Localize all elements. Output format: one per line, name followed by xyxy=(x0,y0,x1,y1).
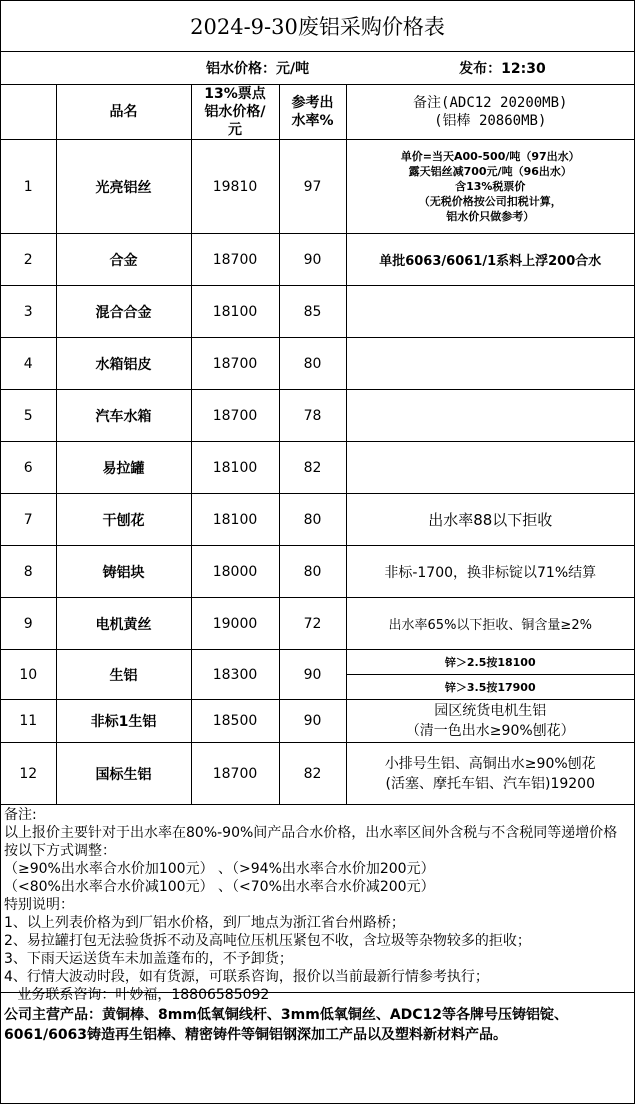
row-rate: 80 xyxy=(279,338,346,390)
row-remark xyxy=(346,743,634,805)
table-row xyxy=(1,546,634,598)
row-no: 9 xyxy=(1,598,56,650)
row-price: 18700 xyxy=(191,390,279,442)
row-name: 易拉罐 xyxy=(56,442,191,494)
row-remark: 出水率88以下拒收 xyxy=(346,494,634,546)
row-remark: 单批6063/6061/1系料上浮200合水 xyxy=(346,234,634,286)
remark-line: （清一色出水≥90%刨花） xyxy=(405,723,575,739)
row-name: 干刨花 xyxy=(56,494,191,546)
remark-line: (活塞、摩托车铝、汽车铝)19200 xyxy=(385,775,595,792)
remark-line: 露天铝丝减700元/吨（96出水） xyxy=(408,165,572,178)
header-price: 13%票点铝水价格/元 xyxy=(191,85,279,140)
row-name: 汽车水箱 xyxy=(56,390,191,442)
row-rate: 72 xyxy=(279,598,346,650)
table-row xyxy=(1,234,634,286)
header-remark-line2: (铝棒 20860MB) xyxy=(434,113,547,129)
row-remark-zinc-b: 锌＞3.5按17900 xyxy=(346,675,634,700)
header-rate: 参考出水率% xyxy=(279,85,346,140)
header-name: 品名 xyxy=(56,85,191,140)
price-unit: 铝水价格：元/吨 xyxy=(206,61,310,77)
table-row xyxy=(1,700,634,743)
row-name: 非标1生铝 xyxy=(56,700,191,743)
table-row xyxy=(1,650,634,675)
row-price: 18300 xyxy=(191,650,279,700)
row-no: 12 xyxy=(1,743,56,805)
row-name: 电机黄丝 xyxy=(56,598,191,650)
row-rate: 82 xyxy=(279,442,346,494)
row-price: 18100 xyxy=(191,494,279,546)
row-remark xyxy=(346,442,634,494)
row-remark xyxy=(346,286,634,338)
notes-line: （<80%出水率合水价减100元） 、（<70%出水率合水价减200元） xyxy=(4,879,435,895)
row-no: 1 xyxy=(1,140,56,234)
table-row xyxy=(1,140,634,234)
row-no: 7 xyxy=(1,494,56,546)
header-no xyxy=(1,85,56,140)
row-name: 生铝 xyxy=(56,650,191,700)
row-no: 5 xyxy=(1,390,56,442)
notes-line: 以上报价主要针对于出水率在80%-90%间产品合水价格，出水率区间外含税与不含税同等递增价格按以下方式调整： xyxy=(4,825,618,859)
header-remark xyxy=(346,85,634,140)
row-price: 18100 xyxy=(191,442,279,494)
row-name: 国标生铝 xyxy=(56,743,191,805)
row-no: 3 xyxy=(1,286,56,338)
notes-line: 4、行情大波动时段，如有货源，可联系咨询，报价以当前最新行情参考执行； xyxy=(4,969,489,985)
row-price: 18700 xyxy=(191,234,279,286)
row-price: 18000 xyxy=(191,546,279,598)
table-row xyxy=(1,338,634,390)
row-rate: 85 xyxy=(279,286,346,338)
notes-line: （≥90%出水率合水价加100元） 、（>94%出水率合水价加200元） xyxy=(4,861,435,877)
row-price: 18500 xyxy=(191,700,279,743)
row-no: 6 xyxy=(1,442,56,494)
page-title: 2024-9-30废铝采购价格表 xyxy=(1,1,634,52)
notes-line: 1、以上列表价格为到厂铝水价格，到厂地点为浙江省台州路桥； xyxy=(4,915,405,931)
notes-line: 3、下雨天运送货车未加盖蓬布的，不予卸货； xyxy=(4,951,293,967)
row-rate: 82 xyxy=(279,743,346,805)
row-price: 18100 xyxy=(191,286,279,338)
row-name: 光亮铝丝 xyxy=(56,140,191,234)
row-rate: 90 xyxy=(279,234,346,286)
remark-line: 单价=当天A00-500/吨（97出水） xyxy=(400,150,580,163)
table-row xyxy=(1,598,634,650)
table-row xyxy=(1,494,634,546)
row-remark-zinc-a: 锌＞2.5按18100 xyxy=(346,650,634,675)
table-row xyxy=(1,286,634,338)
sub-header xyxy=(1,52,634,85)
table-row xyxy=(1,390,634,442)
table-row xyxy=(1,743,634,805)
row-remark xyxy=(346,338,634,390)
row-no: 11 xyxy=(1,700,56,743)
row-price: 18700 xyxy=(191,338,279,390)
row-name: 水箱铝皮 xyxy=(56,338,191,390)
remark-line: 铝水价只做参考） xyxy=(446,210,535,223)
row-remark: 非标-1700，换非标锭以71%结算 xyxy=(346,546,634,598)
row-price: 19810 xyxy=(191,140,279,234)
row-remark xyxy=(346,140,634,234)
row-remark xyxy=(346,390,634,442)
row-price: 18700 xyxy=(191,743,279,805)
contact-line: 业务联系咨询：叶妙福，18806585092 xyxy=(4,987,270,1003)
price-table xyxy=(1,85,634,805)
table-row xyxy=(1,442,634,494)
row-rate: 80 xyxy=(279,494,346,546)
row-no: 10 xyxy=(1,650,56,700)
remark-line: 含13%税票价 xyxy=(455,180,526,193)
row-rate: 78 xyxy=(279,390,346,442)
notes-special-heading: 特别说明： xyxy=(4,897,74,913)
row-name: 合金 xyxy=(56,234,191,286)
header-remark-line1: 备注(ADC12 20200MB) xyxy=(413,95,568,111)
notes-heading: 备注: xyxy=(4,807,37,823)
notes-section xyxy=(1,805,634,1003)
row-no: 4 xyxy=(1,338,56,390)
row-rate: 90 xyxy=(279,700,346,743)
notes-line: 2、易拉罐打包无法验货拆不动及高吨位压机压紧包不收，含垃圾等杂物较多的拒收； xyxy=(4,933,531,949)
row-rate: 90 xyxy=(279,650,346,700)
company-products: 公司主营产品：黄铜棒、8mm低氧铜线杆、3mm低氧铜丝、ADC12等各牌号压铸铝锭、6061/6063铸造再生铝棒、精密铸件等铜铝钢深加工产品以及塑料新材料产品。 xyxy=(4,1007,569,1043)
remark-line: 小排号生铝、高铜出水≥90%刨花 xyxy=(384,755,596,772)
row-remark xyxy=(346,700,634,743)
row-name: 铸铝块 xyxy=(56,546,191,598)
publish-time: 发布：12:30 xyxy=(459,61,546,77)
row-rate: 80 xyxy=(279,546,346,598)
row-remark: 出水率65%以下拒收、铜含量≥2% xyxy=(346,598,634,650)
row-no: 8 xyxy=(1,546,56,598)
row-price: 19000 xyxy=(191,598,279,650)
remark-line: （无税价格按公司扣税计算， xyxy=(418,195,562,208)
row-name: 混合合金 xyxy=(56,286,191,338)
row-no: 2 xyxy=(1,234,56,286)
remark-line: 园区统货电机生铝 xyxy=(434,703,547,719)
table-header xyxy=(1,85,634,140)
row-rate: 97 xyxy=(279,140,346,234)
